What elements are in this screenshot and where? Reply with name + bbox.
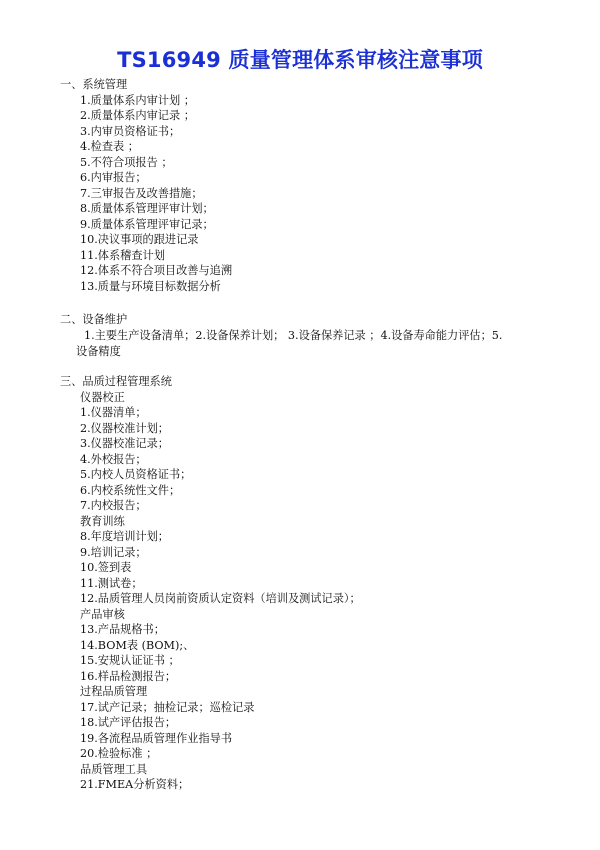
paragraph-line: 设备精度 — [76, 344, 121, 358]
list-item: 3.内审员资格证书； — [80, 124, 181, 138]
list-item: 2.质量体系内审记录 ； — [80, 109, 195, 122]
list-item: 8.年度培训计划； — [80, 530, 169, 543]
subheading: 产品审核 — [80, 607, 125, 621]
list-item: 8.质量体系管理评审计划； — [80, 202, 214, 215]
list-item: 5.内校人员资格证书； — [80, 468, 192, 481]
list-item: 15.安规认证证书 ； — [80, 654, 180, 667]
section-heading: 一、系统管理 — [60, 78, 128, 91]
paragraph-line: 1.主要生产设备清单；2.设备保养计划； 3.设备保养记录 ；4.设备寿命能力评估；5. — [84, 328, 503, 342]
list-item: 11.体系稽查计划 — [80, 248, 165, 262]
list-item: 3.仪器校准记录； — [80, 437, 169, 450]
list-item: 20.检验标准 ； — [80, 747, 158, 760]
list-item: 2.仪器校准计划； — [80, 421, 169, 435]
list-item: 16.样品检测报告； — [80, 669, 177, 683]
list-item: 4.检查表 ； — [80, 140, 139, 153]
list-item: 9.质量体系管理评审记录； — [80, 217, 214, 231]
section-quality-process — [60, 374, 550, 793]
list-item: 14.BOM表 (BOM);、 — [80, 638, 195, 652]
section-system-management — [60, 77, 550, 294]
list-item: 17.试产记录；抽检记录；巡检记录 — [80, 700, 255, 714]
subheading: 教育训练 — [80, 514, 125, 528]
section-equipment-maintenance — [60, 312, 550, 360]
list-item: 4.外校报告； — [80, 452, 147, 466]
list-item: 13.质量与环境目标数据分析 — [80, 279, 221, 293]
list-item: 10.签到表 — [80, 561, 132, 574]
list-item: 12.品质管理人员岗前资质认定资料（培训及测试记录）； — [80, 592, 361, 605]
list-item: 9.培训记录； — [80, 545, 147, 559]
subheading: 仪器校正 — [80, 390, 125, 404]
list-item: 10.决议事项的跟进记录 — [80, 233, 199, 246]
subheading: 品质管理工具 — [80, 762, 148, 776]
list-item: 19.各流程品质管理作业指导书 — [80, 731, 233, 745]
list-item: 7.三审报告及改善措施； — [80, 186, 203, 200]
list-item: 1.质量体系内审计划 ； — [80, 93, 195, 107]
list-item: 7.内校报告； — [80, 499, 147, 512]
list-item: 6.内校系统性文件； — [80, 483, 181, 497]
list-item: 21.FMEA分析资料； — [80, 778, 190, 791]
list-item: 1.仪器清单； — [80, 406, 147, 419]
list-item: 6.内审报告； — [80, 171, 147, 184]
list-item: 11.测试卷； — [80, 576, 143, 590]
subheading: 过程品质管理 — [80, 685, 148, 698]
list-item: 5.不符合项报告 ； — [80, 155, 173, 169]
list-item: 12.体系不符合项目改善与追溯 — [80, 264, 233, 277]
list-item: 13.产品规格书； — [80, 623, 165, 636]
list-item: 18.试产评估报告； — [80, 716, 177, 729]
section-heading: 二、设备维护 — [60, 313, 128, 326]
section-heading: 三、品质过程管理系统 — [60, 375, 172, 388]
page-title: TS16949 质量管理体系审核注意事项 — [117, 48, 483, 72]
